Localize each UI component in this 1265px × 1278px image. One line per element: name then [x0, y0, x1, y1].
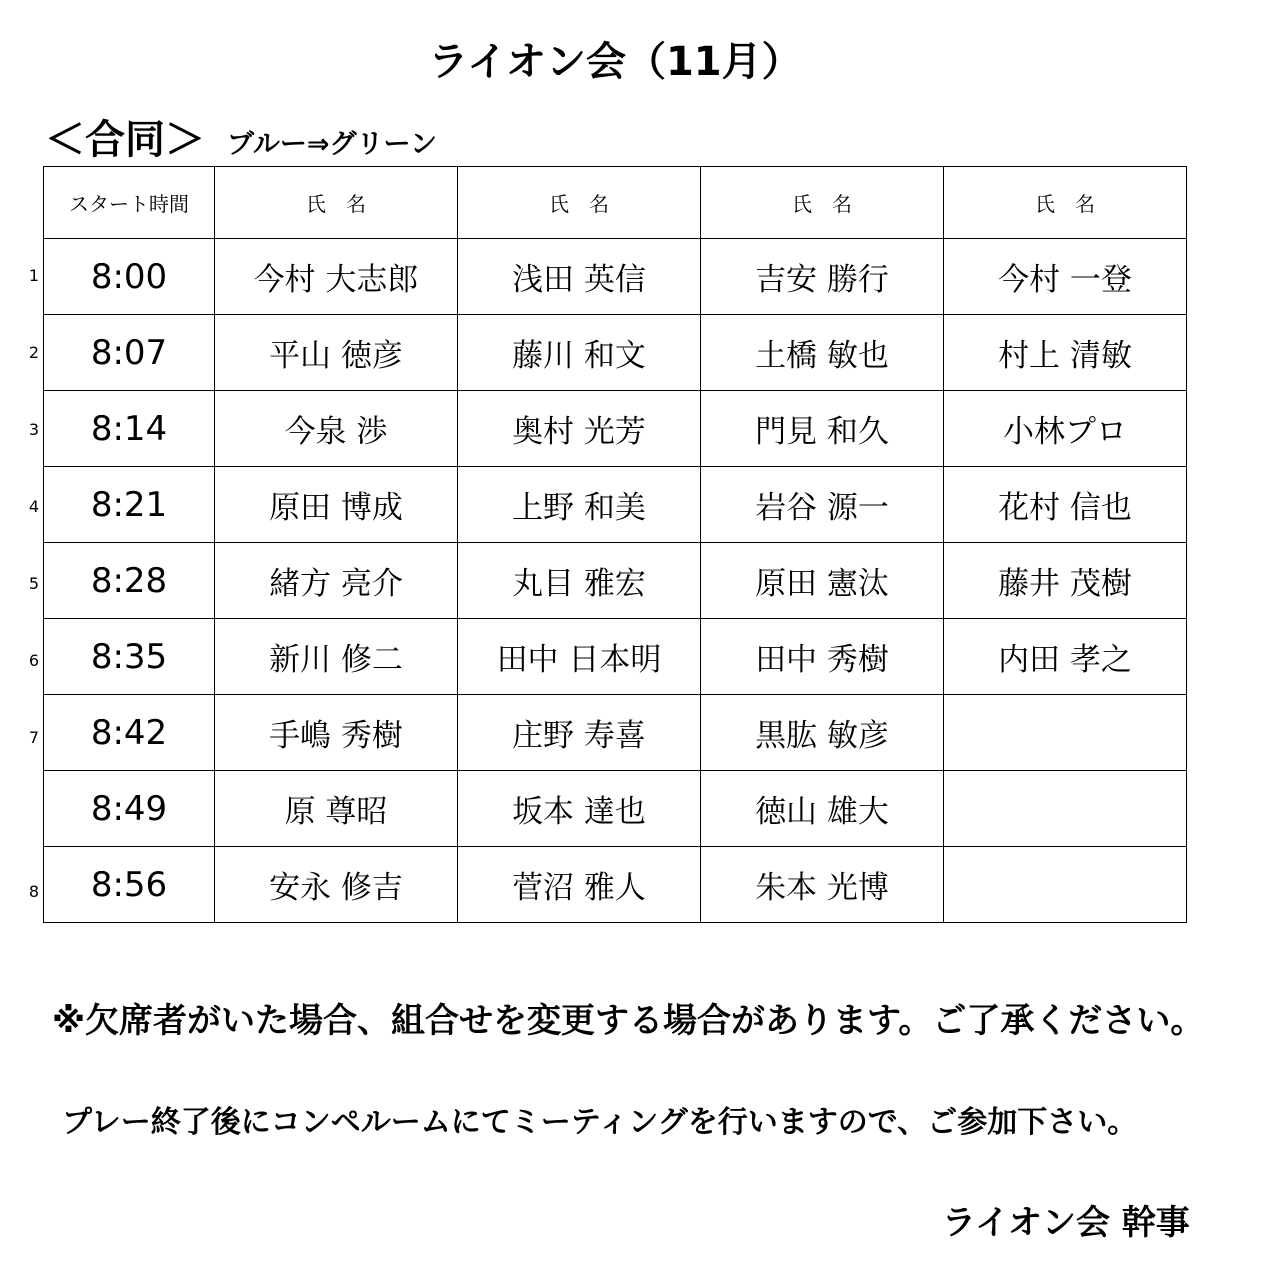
- start-schedule-table: [43, 166, 1187, 923]
- player-name-cell: 吉安 勝行: [701, 239, 944, 315]
- start-time-cell: 8:00: [44, 239, 215, 315]
- header-name: 氏 名: [944, 167, 1187, 239]
- start-time-cell: 8:35: [44, 619, 215, 695]
- player-name-cell: 原 尊昭: [215, 771, 458, 847]
- player-name-cell: 土橋 敏也: [701, 315, 944, 391]
- player-name-cell: 緒方 亮介: [215, 543, 458, 619]
- player-name-cell: 上野 和美: [458, 467, 701, 543]
- header-row: [44, 167, 1187, 239]
- row-number: 1: [28, 266, 40, 285]
- header-name: 氏 名: [458, 167, 701, 239]
- absence-note: ※欠席者がいた場合、組合せを変更する場合があります。ご了承ください。: [52, 1001, 1205, 1041]
- table-row: [44, 239, 1187, 315]
- organizer-signature: ライオン会 幹事: [942, 1203, 1190, 1243]
- player-name-cell: 花村 信也: [944, 467, 1187, 543]
- player-name-cell: [944, 847, 1187, 923]
- player-name-cell: 庄野 寿喜: [458, 695, 701, 771]
- row-number: 3: [28, 420, 40, 439]
- player-name-cell: 藤井 茂樹: [944, 543, 1187, 619]
- row-number: 7: [28, 728, 40, 747]
- player-name-cell: 藤川 和文: [458, 315, 701, 391]
- start-time-cell: 8:42: [44, 695, 215, 771]
- player-name-cell: 原田 憲汰: [701, 543, 944, 619]
- player-name-cell: 坂本 達也: [458, 771, 701, 847]
- start-time-cell: 8:49: [44, 771, 215, 847]
- row-number: 8: [28, 882, 40, 901]
- header-name: 氏 名: [215, 167, 458, 239]
- player-name-cell: 門見 和久: [701, 391, 944, 467]
- player-name-cell: 手嶋 秀樹: [215, 695, 458, 771]
- table-row: [44, 315, 1187, 391]
- player-name-cell: 丸目 雅宏: [458, 543, 701, 619]
- player-name-cell: 朱本 光博: [701, 847, 944, 923]
- player-name-cell: 浅田 英信: [458, 239, 701, 315]
- row-number: 5: [28, 574, 40, 593]
- player-name-cell: 小林プロ: [944, 391, 1187, 467]
- player-name-cell: 黒肱 敏彦: [701, 695, 944, 771]
- player-name-cell: 田中 秀樹: [701, 619, 944, 695]
- table-row: [44, 847, 1187, 923]
- start-time-cell: 8:14: [44, 391, 215, 467]
- section-label: ＜合同＞: [45, 117, 205, 163]
- player-name-cell: 岩谷 源一: [701, 467, 944, 543]
- player-name-cell: 田中 日本明: [458, 619, 701, 695]
- table-row: [44, 771, 1187, 847]
- row-number: 2: [28, 343, 40, 362]
- row-number: 4: [28, 497, 40, 516]
- player-name-cell: 今村 大志郎: [215, 239, 458, 315]
- start-time-cell: 8:28: [44, 543, 215, 619]
- player-name-cell: [944, 695, 1187, 771]
- table-row: [44, 695, 1187, 771]
- start-time-cell: 8:07: [44, 315, 215, 391]
- course-route: ブルー⇒グリーン: [227, 129, 438, 160]
- player-name-cell: 平山 徳彦: [215, 315, 458, 391]
- header-start-time: スタート時間: [44, 167, 215, 239]
- player-name-cell: 今泉 渉: [215, 391, 458, 467]
- page-title: ライオン会（11月）: [428, 39, 802, 85]
- table-row: [44, 467, 1187, 543]
- player-name-cell: 村上 清敏: [944, 315, 1187, 391]
- table-row: [44, 391, 1187, 467]
- player-name-cell: 奥村 光芳: [458, 391, 701, 467]
- player-name-cell: 安永 修吉: [215, 847, 458, 923]
- player-name-cell: 新川 修二: [215, 619, 458, 695]
- header-name: 氏 名: [701, 167, 944, 239]
- row-number: 6: [28, 651, 40, 670]
- meeting-note: プレー終了後にコンペルームにてミーティングを行いますので、ご参加下さい。: [62, 1105, 1138, 1140]
- player-name-cell: [944, 771, 1187, 847]
- section-header: [45, 108, 437, 165]
- player-name-cell: 原田 博成: [215, 467, 458, 543]
- player-name-cell: 今村 一登: [944, 239, 1187, 315]
- start-time-cell: 8:56: [44, 847, 215, 923]
- start-time-cell: 8:21: [44, 467, 215, 543]
- player-name-cell: 徳山 雄大: [701, 771, 944, 847]
- player-name-cell: 菅沼 雅人: [458, 847, 701, 923]
- player-name-cell: 内田 孝之: [944, 619, 1187, 695]
- table-row: [44, 543, 1187, 619]
- table-row: [44, 619, 1187, 695]
